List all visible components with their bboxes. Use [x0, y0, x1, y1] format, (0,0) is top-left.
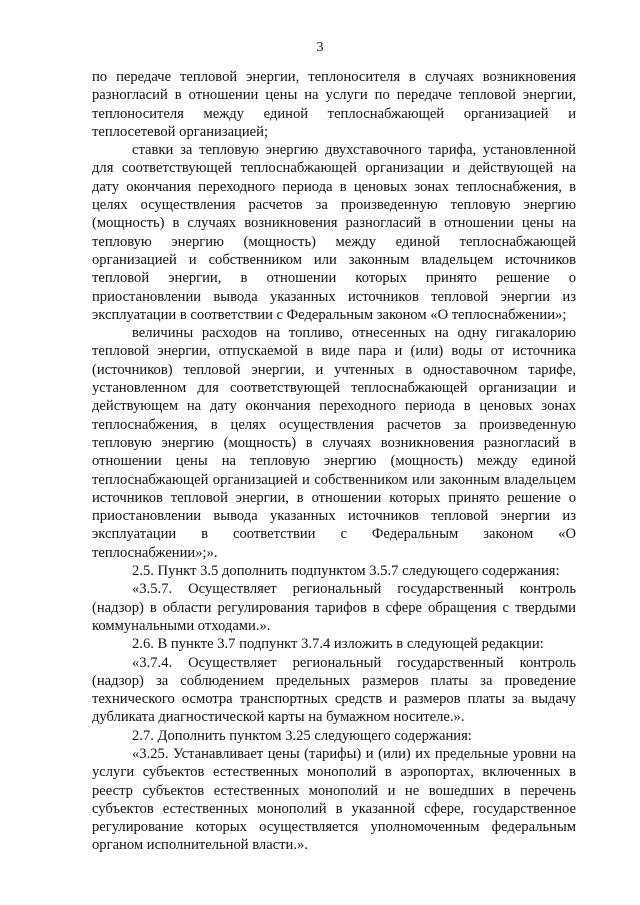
- document-body: [92, 68, 576, 855]
- paragraph-clause-2-6: 2.6. В пункте 3.7 подпункт 3.7.4 изложить в следующей редакции:: [132, 636, 544, 653]
- paragraph-two-part-tariff-rate: ставки за тепловую энергию двухставочного тарифа, установленной для соответствующей теплоснабжающей организации и действующей на дату окончания переходного периода в ценовых зонах теплоснабжения, в целях осуществления расчетов за произведенную тепловую энергию (мощность) в случаях возникновения разногласий в отношении цены на тепловую энергию (мощность) между единой теплоснабжающей организацией и собственником или законным владельцем источников тепловой энергии, в отношении которых принято решение о приостановлении вывода указанных источников тепловой энергии из эксплуатации в соответствии с Федеральным законом «О теплоснабжении»;: [92, 142, 576, 323]
- paragraph-clause-2-7: 2.7. Дополнить пунктом 3.25 следующего содержания:: [132, 727, 472, 744]
- paragraph-fuel-cost-values: величины расходов на топливо, отнесенных на одну гигакалорию тепловой энергии, отпускаемой в виде пара и (или) воды от источника (источников) тепловой энергии, и учтенных в одноставочном тарифе, установленном для соответствующей теплоснабжающей организации и действующем на дату окончания переходного периода в ценовых зонах теплоснабжения, в целях осуществления расчетов за произведенную тепловую энергию (мощность) в случаях возникновения разногласий в отношении цены на тепловую энергию (мощность) между единой теплоснабжающей организацией и собственником или законным владельцем источников тепловой энергии, в отношении которых принято решение о приостановлении вывода указанных источников тепловой энергии из эксплуатации в соответствии с Федеральным законом «О теплоснабжении»;».: [92, 325, 576, 561]
- paragraph-subclause-3-7-4: «3.7.4. Осуществляет региональный государственный контроль (надзор) за соблюдением предельных размеров платы за проведение технического осмотра транспортных средств и размеров платы за выдачу дубликата диагностической карты на бумажном носителе.».: [92, 654, 576, 726]
- page-number: 3: [316, 40, 324, 55]
- paragraph-subclause-3-5-7: «3.5.7. Осуществляет региональный государственный контроль (надзор) в области регулирования тарифов в сфере обращения с твердыми коммунальными отходами.».: [92, 581, 576, 634]
- paragraph-heat-transfer-price: по передаче тепловой энергии, теплоносителя в случаях возникновения разногласий в отношении цены на услуги по передаче тепловой энергии, теплоносителя между единой теплоснабжающей организацией и теплосетевой организацией;: [92, 69, 576, 140]
- paragraph-clause-2-5: 2.5. Пункт 3.5 дополнить подпунктом 3.5.7 следующего содержания:: [132, 563, 560, 580]
- paragraph-clause-3-25: «3.25. Устанавливает цены (тарифы) и (или) их предельные уровни на услуги субъектов естественных монополий в аэропортах, включенных в реестр субъектов естественных монополий и не вошедших в перечень субъектов естественных монополий в указанной сфере, государственное регулирование которых осуществляется уполномоченным федеральным органом исполнительной власти.».: [92, 745, 576, 854]
